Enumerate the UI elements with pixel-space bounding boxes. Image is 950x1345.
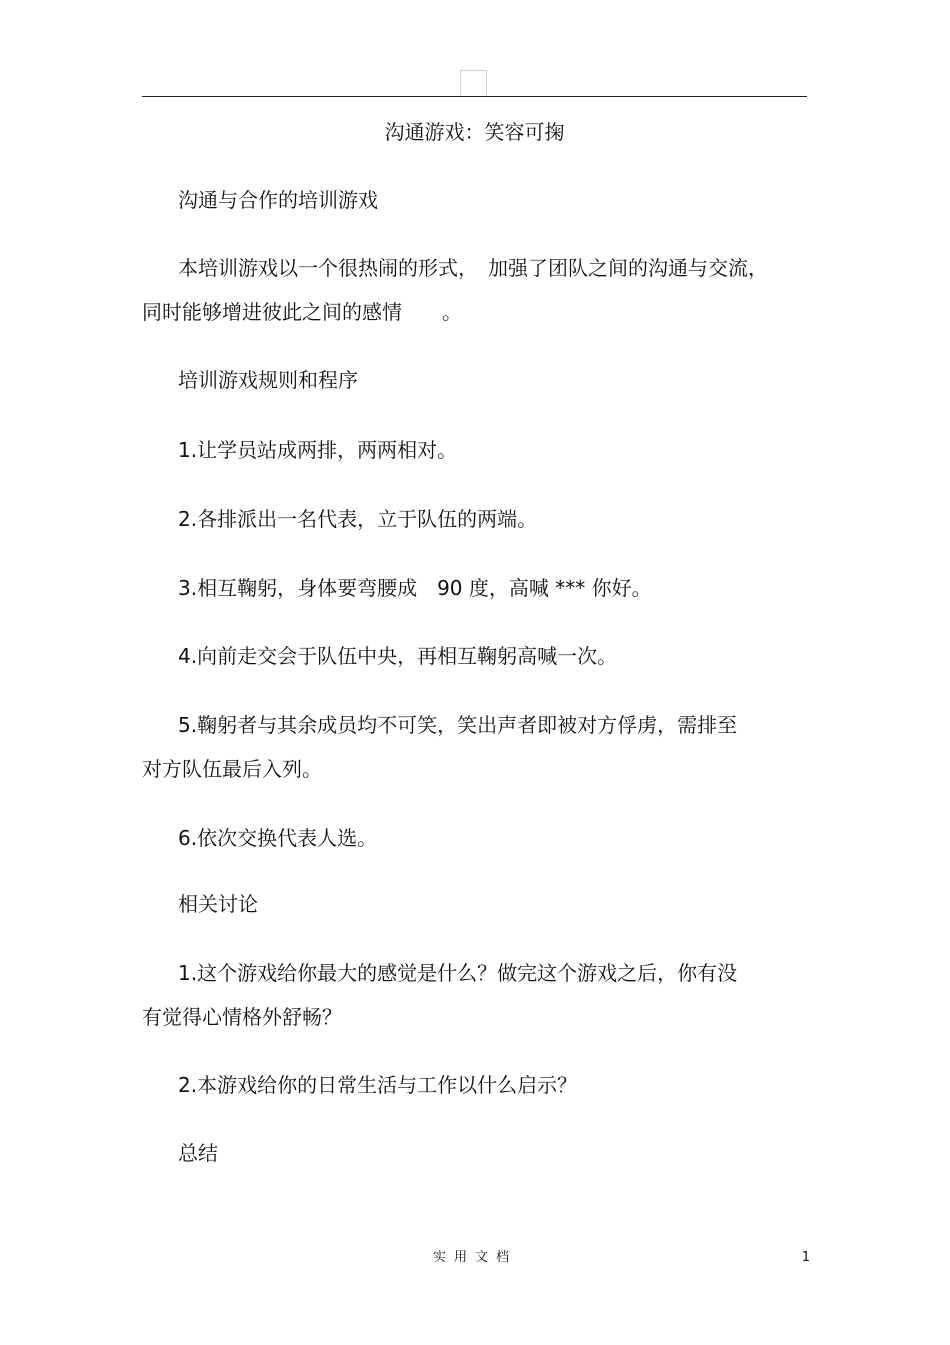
paragraph (142, 358, 807, 402)
paragraph-line: 对方队伍最后入列。 (142, 757, 322, 781)
footer-label: 实用文档 (432, 1250, 517, 1265)
paragraph-line: 1.让学员站成两排，两两相对。 (178, 438, 458, 462)
list-item (142, 428, 807, 472)
section-heading (142, 882, 807, 926)
list-item (142, 816, 807, 860)
paragraph-line: 2.本游戏给你的日常生活与工作以什么启示？ (178, 1073, 578, 1097)
page-number: 1 (801, 1250, 810, 1265)
paragraph-line: 1.这个游戏给你最大的感觉是什么？做完这个游戏之后，你有没 (178, 961, 738, 985)
paragraph (142, 246, 807, 334)
paragraph-line: 相关讨论 (178, 892, 258, 916)
paragraph-line: 同时能够增进彼此之间的感情 。 (142, 300, 462, 324)
paragraph-line: 培训游戏规则和程序 (178, 368, 358, 392)
paragraph-line: 2.各排派出一名代表，立于队伍的两端。 (178, 507, 538, 531)
list-item (142, 566, 807, 610)
list-item (142, 951, 807, 1039)
header-box (460, 70, 487, 96)
section-heading (142, 1131, 807, 1175)
paragraph-line: 有觉得心情格外舒畅？ (142, 1005, 342, 1029)
paragraph-line: 本培训游戏以一个很热闹的形式， 加强了团队之间的沟通与交流， (178, 256, 768, 280)
paragraph (142, 178, 807, 222)
paragraph-line: 3.相互鞠躬，身体要弯腰成 90 度，高喊 *** 你好。 (178, 576, 652, 600)
list-item (142, 634, 807, 678)
document-title: 沟通游戏：笑容可掬 (384, 120, 565, 144)
header-rule (142, 96, 807, 97)
paragraph-line: 5.鞠躬者与其余成员均不可笑，笑出声者即被对方俘虏，需排至 (178, 713, 738, 737)
paragraph-line: 6.依次交换代表人选。 (178, 826, 378, 850)
list-item (142, 1063, 807, 1107)
paragraph-line: 总结 (178, 1141, 218, 1165)
paragraph-line: 沟通与合作的培训游戏 (178, 188, 378, 212)
list-item (142, 703, 807, 791)
list-item (142, 497, 807, 541)
paragraph-line: 4.向前走交会于队伍中央，再相互鞠躬高喊一次。 (178, 644, 618, 668)
